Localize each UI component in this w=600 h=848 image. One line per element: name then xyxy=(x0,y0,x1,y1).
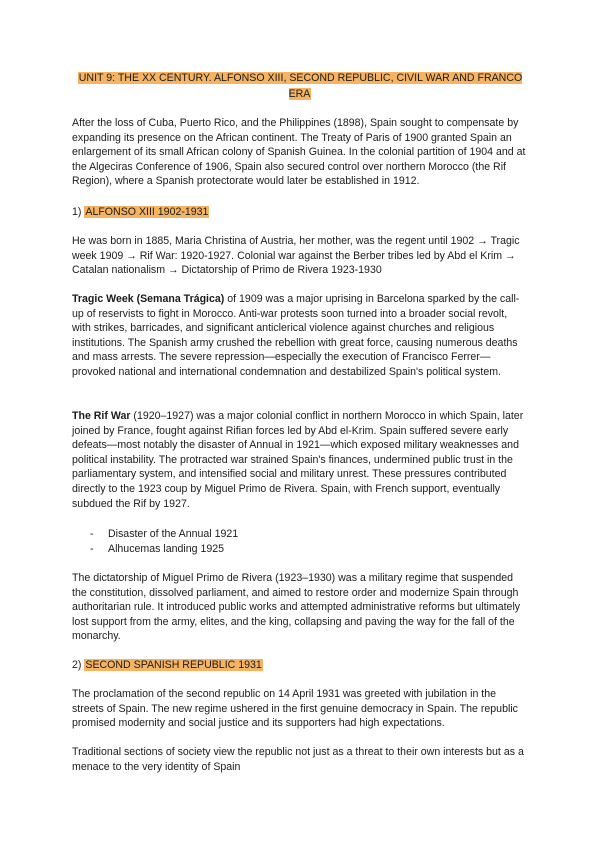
unit-title xyxy=(70,71,530,102)
tragic-week-text: of 1909 was a major uprising in Barcelona sparked by the call-up of reservists to fight in Morocco. Anti-war protests soon turned into a broader social revolt, with strikes, barricades, and significant anticlerical violence against churches and religious institutions. The Spanish army crushed the rebellion with great force, causing numerous deaths and mass arrests. The severe repression—especially the execution of Francisco Ferrer—provoked national and international condemnation and destabilized Spain's political system. xyxy=(72,293,520,378)
republic-paragraph-2: Traditional sections of society view the republic not just as a threat to their own interests but as a menace to the very identity of Spain xyxy=(72,746,524,773)
list-dash: - xyxy=(90,528,94,540)
list-dash: - xyxy=(90,543,94,555)
rif-war-paragraph xyxy=(72,409,528,511)
section-heading-alfonso xyxy=(72,205,209,220)
list-item-text: Disaster of the Annual 1921 xyxy=(108,528,239,540)
list-item xyxy=(90,527,238,542)
republic-paragraph-1: The proclamation of the second republic on 14 April 1931 was greeted with jubilation in the streets of Spain. The new regime ushered in the first genuine democracy in Spain. The republic promised modernity and social justice and its supporters had high expectations. xyxy=(72,688,518,730)
intro-paragraph: After the loss of Cuba, Puerto Rico, and the Philippines (1898), Spain sought to compensate by expanding its presence on the African continent. The Treaty of Paris of 1900 granted Spain an enlargement of its small African colony of Spanish Guinea. In the colonial partition of 1904 and at the Algeciras Conference of 1906, Spain also secured control over northern Morocco (the Rif Region), where a Spanish protectorate would later be established in 1912. xyxy=(72,117,526,188)
section-number: 2) xyxy=(72,659,82,671)
tragic-week-term: Tragic Week (Semana Trágica) xyxy=(72,293,225,305)
title-highlight: UNIT 9: THE XX CENTURY. ALFONSO XIII, SECOND REPUBLIC, CIVIL WAR AND FRANCO ERA xyxy=(78,72,523,100)
alfonso-summary: He was born in 1885, Maria Christina of Austria, her mother, was the regent until 1902 → Tragic week 1909 → Rif War: 1920-1927. Colonial war against the Berber tribes led by Abd el Krim → Catalan nationalism → Dictatorship of Primo de Rivera 1923-1930 xyxy=(72,235,520,277)
dictatorship-paragraph: The dictatorship of Miguel Primo de Rivera (1923–1930) was a military regime that suspended the constitution, dissolved parliament, and aimed to restore order and modernize Spain through authoritarian rule. It introduced public works and attempted administrative reforms but ultimately lost support from the army, elites, and the king, collapsing and paving the way for the fall of the monarchy. xyxy=(72,572,521,643)
section-heading-republic xyxy=(72,658,263,673)
list-item xyxy=(90,542,238,557)
list-item-text: Alhucemas landing 1925 xyxy=(108,543,225,555)
section-title: ALFONSO XIII 1902-1931 xyxy=(85,206,209,218)
rif-war-list xyxy=(90,527,238,557)
section-title: SECOND SPANISH REPUBLIC 1931 xyxy=(85,659,262,671)
tragic-week-paragraph xyxy=(72,292,528,380)
section-number: 1) xyxy=(72,206,82,218)
rif-war-term: The Rif War xyxy=(72,410,131,422)
rif-war-text: (1920–1927) was a major colonial conflict in northern Morocco in which Spain, later joined by France, fought against Rifian forces led by Abd el-Krim. Spain suffered severe early defeats—most notably the disaster of Annual in 1921—which exposed military weaknesses and political instability. The protracted war strained Spain's finances, undermined public trust in the parliamentary system, and intensified social and military unrest. These pressures contributed directly to the 1923 coup by Miguel Primo de Rivera. Spain, with French support, eventually subdued the Rif by 1927. xyxy=(72,410,524,510)
